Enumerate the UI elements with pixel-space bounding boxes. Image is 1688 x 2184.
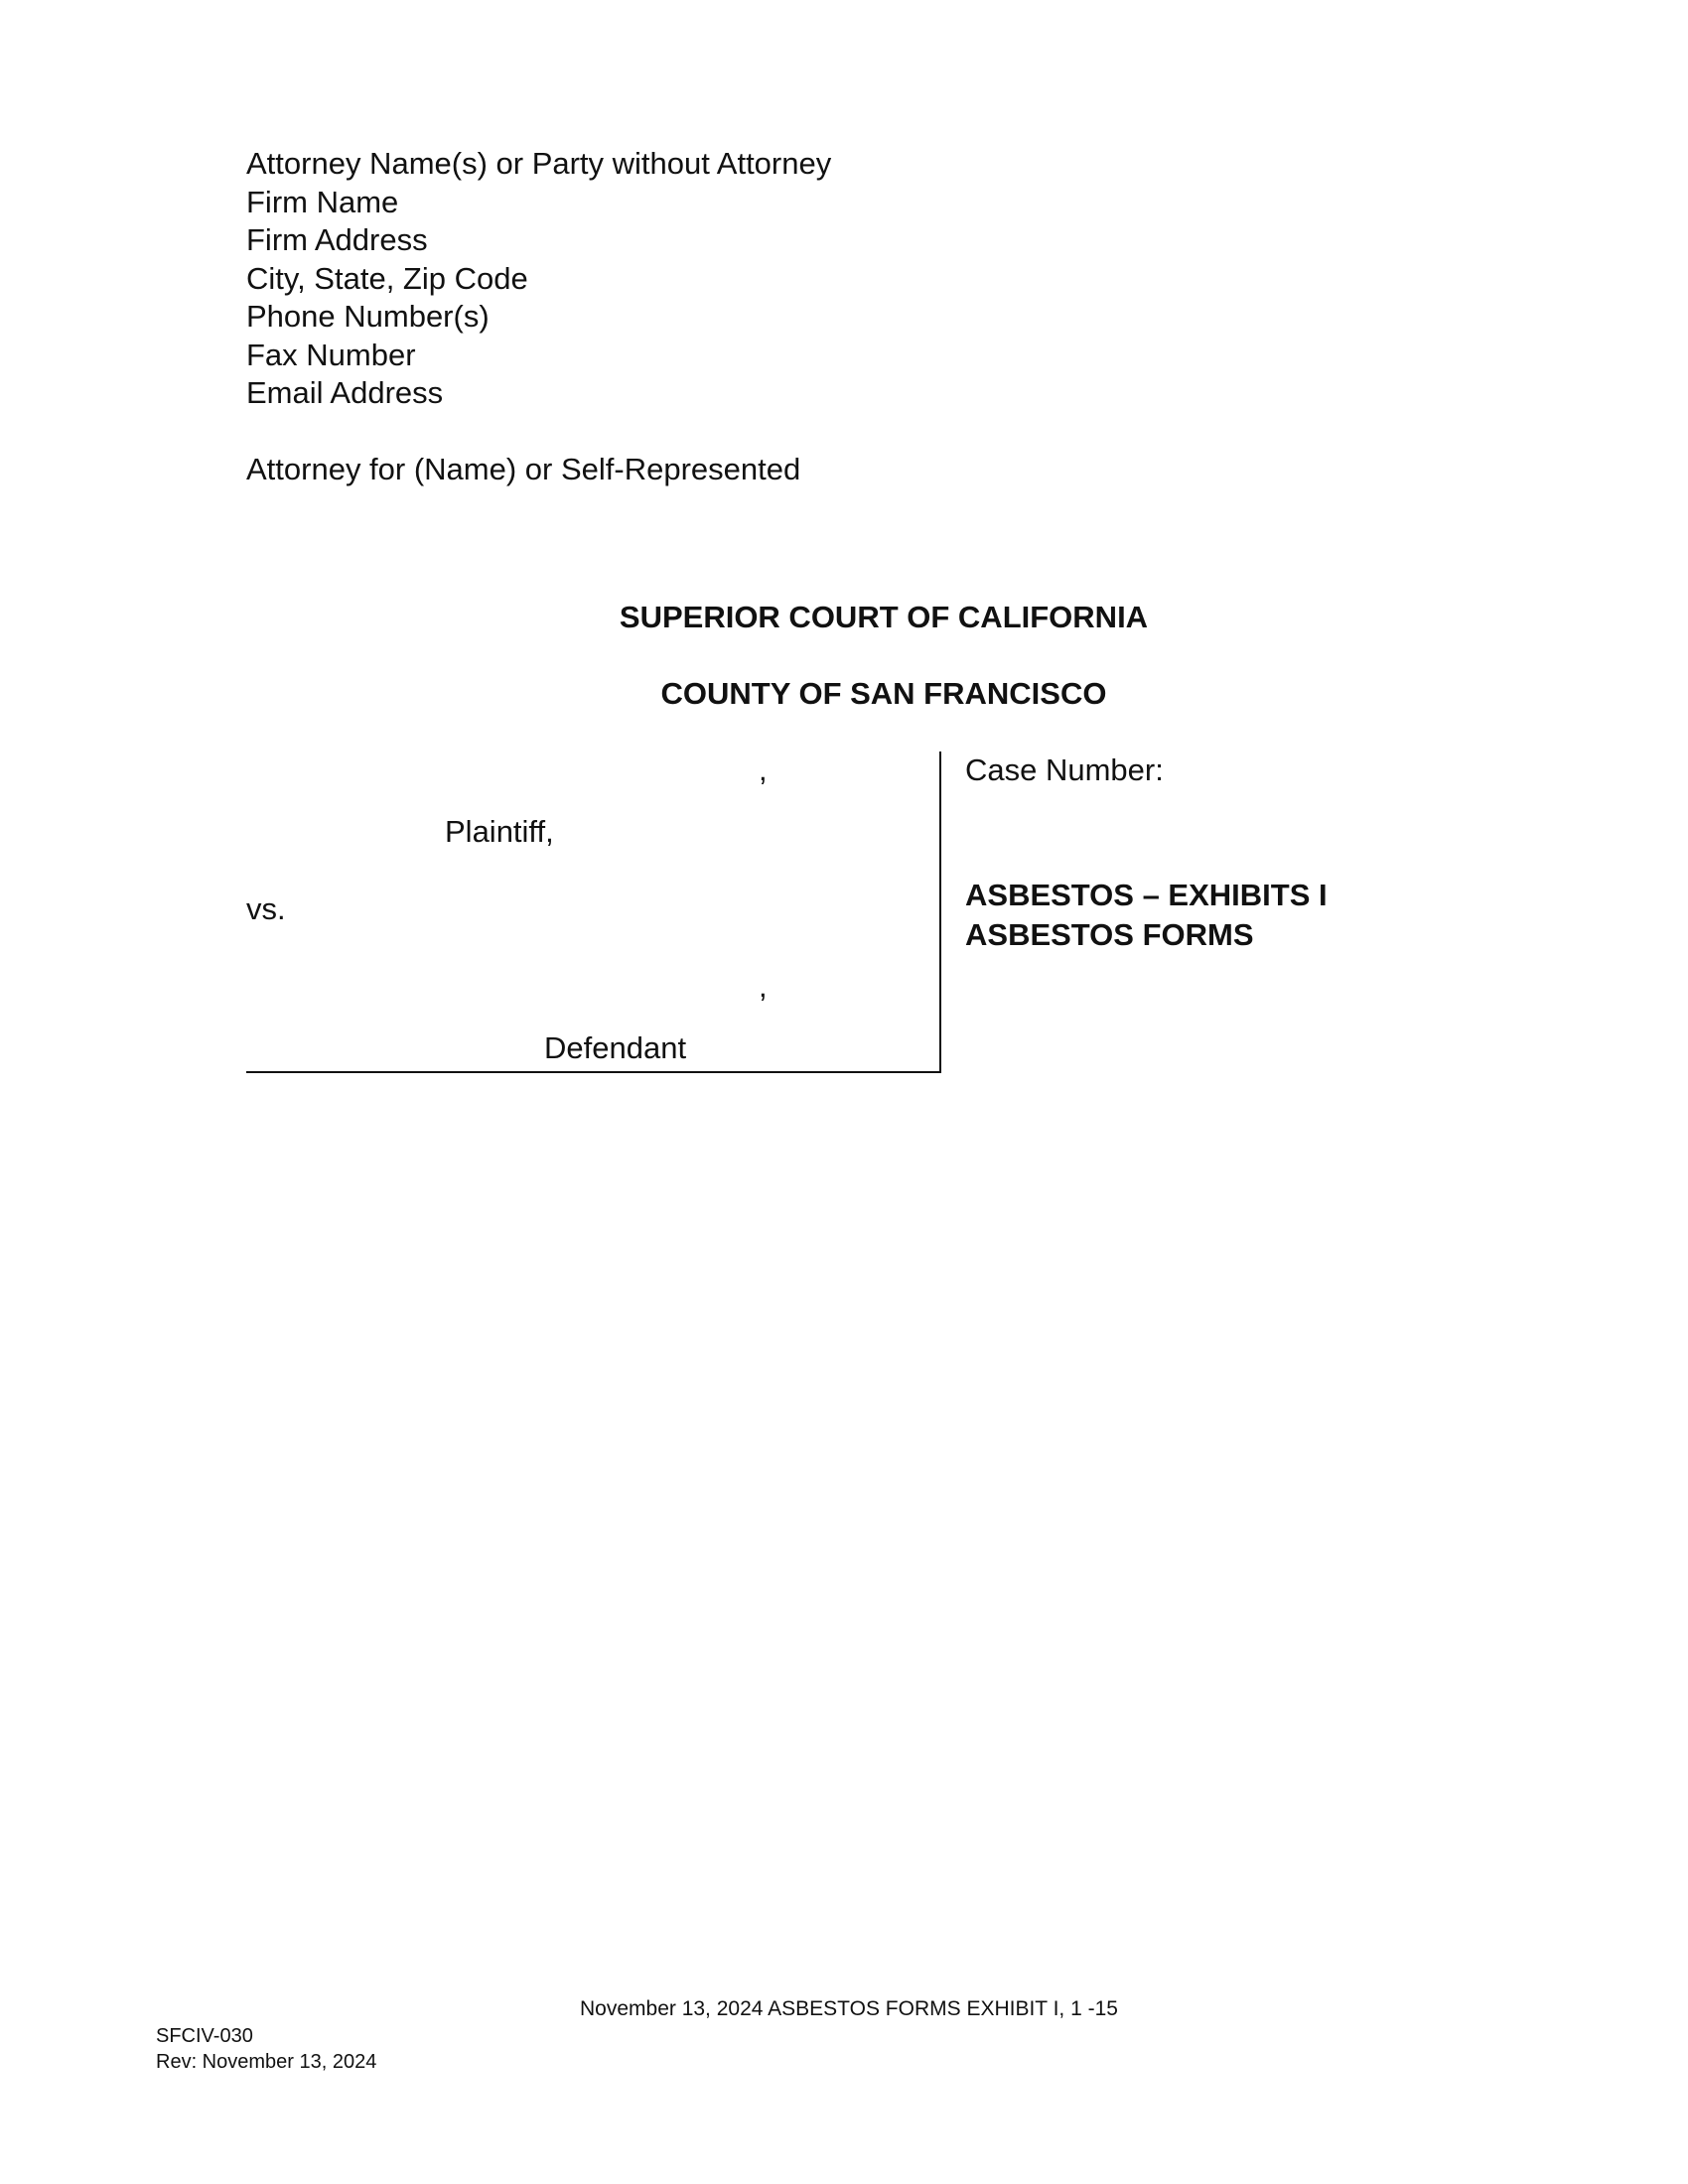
versus-label: vs. bbox=[246, 891, 286, 926]
county-heading: COUNTY OF SAN FRANCISCO bbox=[660, 676, 1107, 711]
case-caption-box bbox=[246, 751, 941, 1074]
defendant-name-comma: , bbox=[759, 969, 768, 1004]
attorney-name-line: Attorney Name(s) or Party without Attorney bbox=[246, 146, 832, 181]
email-address-line: Email Address bbox=[246, 375, 444, 410]
case-title-block bbox=[965, 876, 1328, 955]
defendant-label: Defendant bbox=[544, 1030, 687, 1065]
caption-bottom-rule bbox=[246, 1071, 941, 1073]
case-title-line-1: ASBESTOS – EXHIBITS I bbox=[965, 878, 1328, 912]
case-title-line-2: ASBESTOS FORMS bbox=[965, 917, 1254, 952]
form-revision: Rev: November 13, 2024 bbox=[156, 2051, 377, 2073]
plaintiff-name-comma: , bbox=[759, 752, 768, 787]
fax-number-line: Fax Number bbox=[246, 337, 416, 372]
phone-number-line: Phone Number(s) bbox=[246, 299, 490, 334]
case-number-label: Case Number: bbox=[965, 752, 1164, 787]
firm-name-line: Firm Name bbox=[246, 184, 399, 219]
footer-form-info bbox=[156, 2023, 376, 2075]
form-id: SFCIV-030 bbox=[156, 2025, 253, 2047]
footer-page-reference: November 13, 2024 ASBESTOS FORMS EXHIBIT I, 1 -15 bbox=[580, 1997, 1118, 2020]
firm-address-line: Firm Address bbox=[246, 222, 428, 257]
city-state-zip-line: City, State, Zip Code bbox=[246, 260, 528, 296]
court-name-heading: SUPERIOR COURT OF CALIFORNIA bbox=[619, 600, 1149, 634]
attorney-for-line: Attorney for (Name) or Self-Represented bbox=[246, 452, 801, 486]
plaintiff-label: Plaintiff, bbox=[445, 814, 554, 849]
caption-vertical-rule bbox=[939, 751, 941, 1073]
attorney-header-block bbox=[246, 145, 831, 413]
